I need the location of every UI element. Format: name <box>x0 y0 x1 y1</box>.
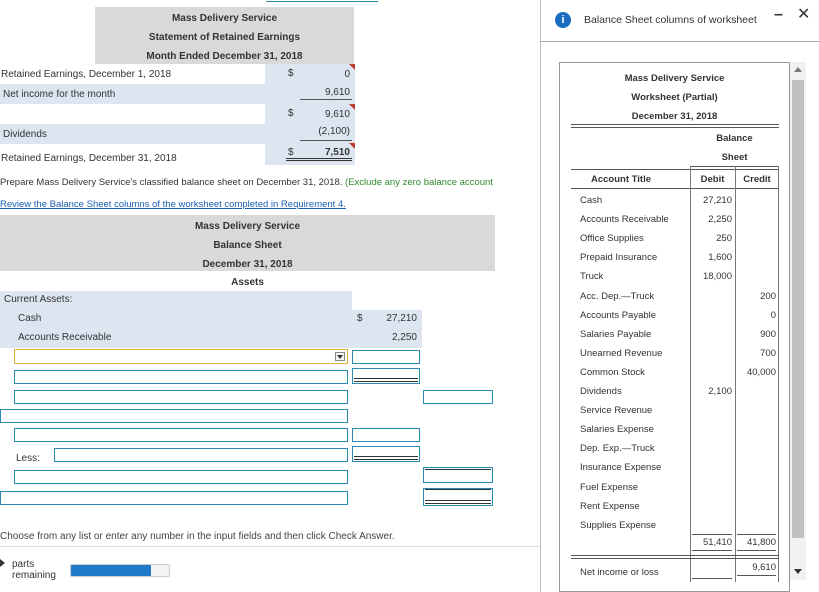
column-divider <box>778 166 779 582</box>
scroll-down-icon[interactable] <box>794 569 802 574</box>
re-dollar: $ <box>288 147 294 158</box>
worksheet-account-name: Acc. Dep.—Truck <box>580 291 655 302</box>
worksheet-account-name: Dividends <box>580 386 622 397</box>
rule <box>571 124 779 125</box>
net-income-label: Net income or loss <box>580 567 659 578</box>
contra-account-input[interactable] <box>54 448 348 462</box>
worksheet-credit: 700 <box>760 348 776 359</box>
ws-title: Worksheet (Partial) <box>631 92 718 103</box>
bs-date: December 31, 2018 <box>202 259 293 270</box>
total-rule <box>737 534 776 535</box>
column-divider <box>690 166 691 582</box>
parts-label: parts <box>12 559 35 570</box>
re-row-label: Retained Earnings, December 1, 2018 <box>1 69 172 80</box>
worksheet-account-name: Fuel Expense <box>580 482 639 493</box>
review-worksheet-link[interactable]: Review the Balance Sheet columns of the worksheet completed in Requirement 4. <box>0 199 346 210</box>
worksheet-debit: 2,250 <box>708 214 732 225</box>
amount-input[interactable] <box>352 350 420 364</box>
remaining-label: remaining <box>12 570 56 581</box>
scroll-up-icon[interactable] <box>794 67 802 72</box>
re-row-label: Retained Earnings, December 31, 2018 <box>1 153 177 164</box>
re-value: 7,510 <box>324 147 350 158</box>
rule <box>571 558 779 559</box>
worksheet-account-name: Accounts Receivable <box>580 214 669 225</box>
worksheet-debit: 2,100 <box>708 386 732 397</box>
underline <box>300 140 352 141</box>
account-input[interactable] <box>14 470 348 484</box>
account-input[interactable] <box>14 390 348 404</box>
scrollbar-thumb[interactable] <box>792 80 804 538</box>
amount-input[interactable] <box>352 428 420 442</box>
subtotal-input[interactable] <box>423 467 493 483</box>
total-assets-label-input[interactable] <box>0 491 348 505</box>
close-icon[interactable]: ✕ <box>797 6 811 23</box>
re-statement-title: Statement of Retained Earnings <box>148 32 301 43</box>
bs-value: 27,210 <box>386 313 417 324</box>
rule <box>571 169 779 170</box>
popup-title: Balance Sheet columns of worksheet <box>584 14 757 26</box>
overline <box>425 489 491 490</box>
re-company: Mass Delivery Service <box>171 13 278 24</box>
rule <box>571 188 779 189</box>
footer-hint: Choose from any list or enter any number in the input fields and then click Check Answer. <box>0 531 395 542</box>
worksheet-account-name: Common Stock <box>580 367 645 378</box>
total-credit: 41,800 <box>746 537 776 548</box>
worksheet-account-name: Salaries Payable <box>580 329 652 340</box>
col-debit: Debit <box>700 174 725 185</box>
column-divider <box>735 166 736 582</box>
re-row-label: Net income for the month <box>3 89 116 100</box>
worksheet-credit: 200 <box>760 291 776 302</box>
worksheet-credit: 900 <box>760 329 776 340</box>
worksheet-debit: 27,210 <box>702 195 732 206</box>
worksheet-account-name: Truck <box>580 271 604 282</box>
balance-sheet-header <box>0 215 495 271</box>
worksheet-account-name: Rent Expense <box>580 501 640 512</box>
total-rule <box>692 550 732 551</box>
rule <box>737 575 776 576</box>
col-credit: Credit <box>743 174 771 185</box>
rule <box>571 555 779 556</box>
total-rule <box>737 550 776 551</box>
answer-marker <box>349 104 355 110</box>
ws-balance: Balance <box>716 133 753 144</box>
col-account-title: Account Title <box>591 174 651 185</box>
worksheet-account-name: Service Revenue <box>580 405 653 416</box>
total-input[interactable] <box>423 390 493 404</box>
double-underline <box>286 158 352 161</box>
worksheet-account-name: Unearned Revenue <box>580 348 663 359</box>
answer-marker <box>349 143 355 149</box>
worksheet-account-name: Dep. Exp.—Truck <box>580 443 655 454</box>
worksheet-account-name: Accounts Payable <box>580 310 657 321</box>
worksheet-account-name: Salaries Expense <box>580 424 654 435</box>
current-assets-label: Current Assets: <box>4 294 73 305</box>
ws-sheet: Sheet <box>721 152 748 163</box>
account-input[interactable] <box>0 409 348 423</box>
minimize-icon[interactable]: – <box>774 6 783 23</box>
total-assets-input[interactable] <box>423 488 493 506</box>
info-icon: i <box>555 12 571 28</box>
worksheet-debit: 18,000 <box>702 271 732 282</box>
bs-row-label: Accounts Receivable <box>18 332 112 343</box>
less-label: Less: <box>16 453 40 464</box>
ws-company: Mass Delivery Service <box>624 73 725 84</box>
worksheet-account-name: Office Supplies <box>580 233 644 244</box>
re-value: 0 <box>344 69 350 80</box>
re-value: (2,100) <box>318 126 350 137</box>
rule <box>571 127 779 128</box>
worksheet-debit: 1,600 <box>708 252 732 263</box>
worksheet-debit: 250 <box>716 233 732 244</box>
top-cut-line <box>266 0 378 2</box>
assets-heading: Assets <box>231 277 264 288</box>
underline <box>300 99 352 100</box>
re-row-label: Dividends <box>3 129 47 140</box>
worksheet-account-name: Insurance Expense <box>580 462 662 473</box>
worksheet-credit: 40,000 <box>746 367 776 378</box>
worksheet-account-name: Cash <box>580 195 603 206</box>
worksheet-account-name: Supplies Expense <box>580 520 657 531</box>
chevron-down-icon[interactable] <box>335 352 345 361</box>
instruction-note: (Exclude any zero balance account <box>345 177 493 188</box>
total-debit: 51,410 <box>702 537 732 548</box>
bs-dollar: $ <box>357 313 363 324</box>
account-input[interactable] <box>14 428 348 442</box>
bs-value: 2,250 <box>391 332 417 343</box>
progress-fill <box>71 565 151 576</box>
footer-divider <box>0 546 540 547</box>
popup-header <box>541 0 819 42</box>
re-dollar: $ <box>288 68 294 79</box>
worksheet-credit: 0 <box>770 310 776 321</box>
re-period: Month Ended December 31, 2018 <box>146 51 303 62</box>
bs-title: Balance Sheet <box>213 240 282 251</box>
bs-company: Mass Delivery Service <box>194 221 301 232</box>
total-rule <box>692 534 732 535</box>
re-dollar: $ <box>288 108 294 119</box>
ws-date: December 31, 2018 <box>631 111 718 122</box>
assets-heading-row <box>0 271 495 291</box>
worksheet-account-name: Prepaid Insurance <box>580 252 658 263</box>
rule <box>692 578 732 579</box>
answer-marker <box>349 64 355 70</box>
net-income-credit: 9,610 <box>752 562 776 573</box>
contra-amount-input[interactable] <box>352 446 420 462</box>
retained-earnings-header <box>95 7 354 64</box>
bs-row-label: Cash <box>18 313 42 324</box>
account-select[interactable] <box>14 349 348 364</box>
expand-icon[interactable] <box>0 559 5 567</box>
progress-bar <box>70 564 170 577</box>
re-value: 9,610 <box>324 87 350 98</box>
instruction-text: Prepare Mass Delivery Service's classified balance sheet on December 31, 2018. (Exclude any zero balance account <box>0 177 493 188</box>
amount-input-underlined[interactable] <box>352 368 420 384</box>
account-input[interactable] <box>14 370 348 384</box>
re-value: 9,610 <box>324 109 350 120</box>
